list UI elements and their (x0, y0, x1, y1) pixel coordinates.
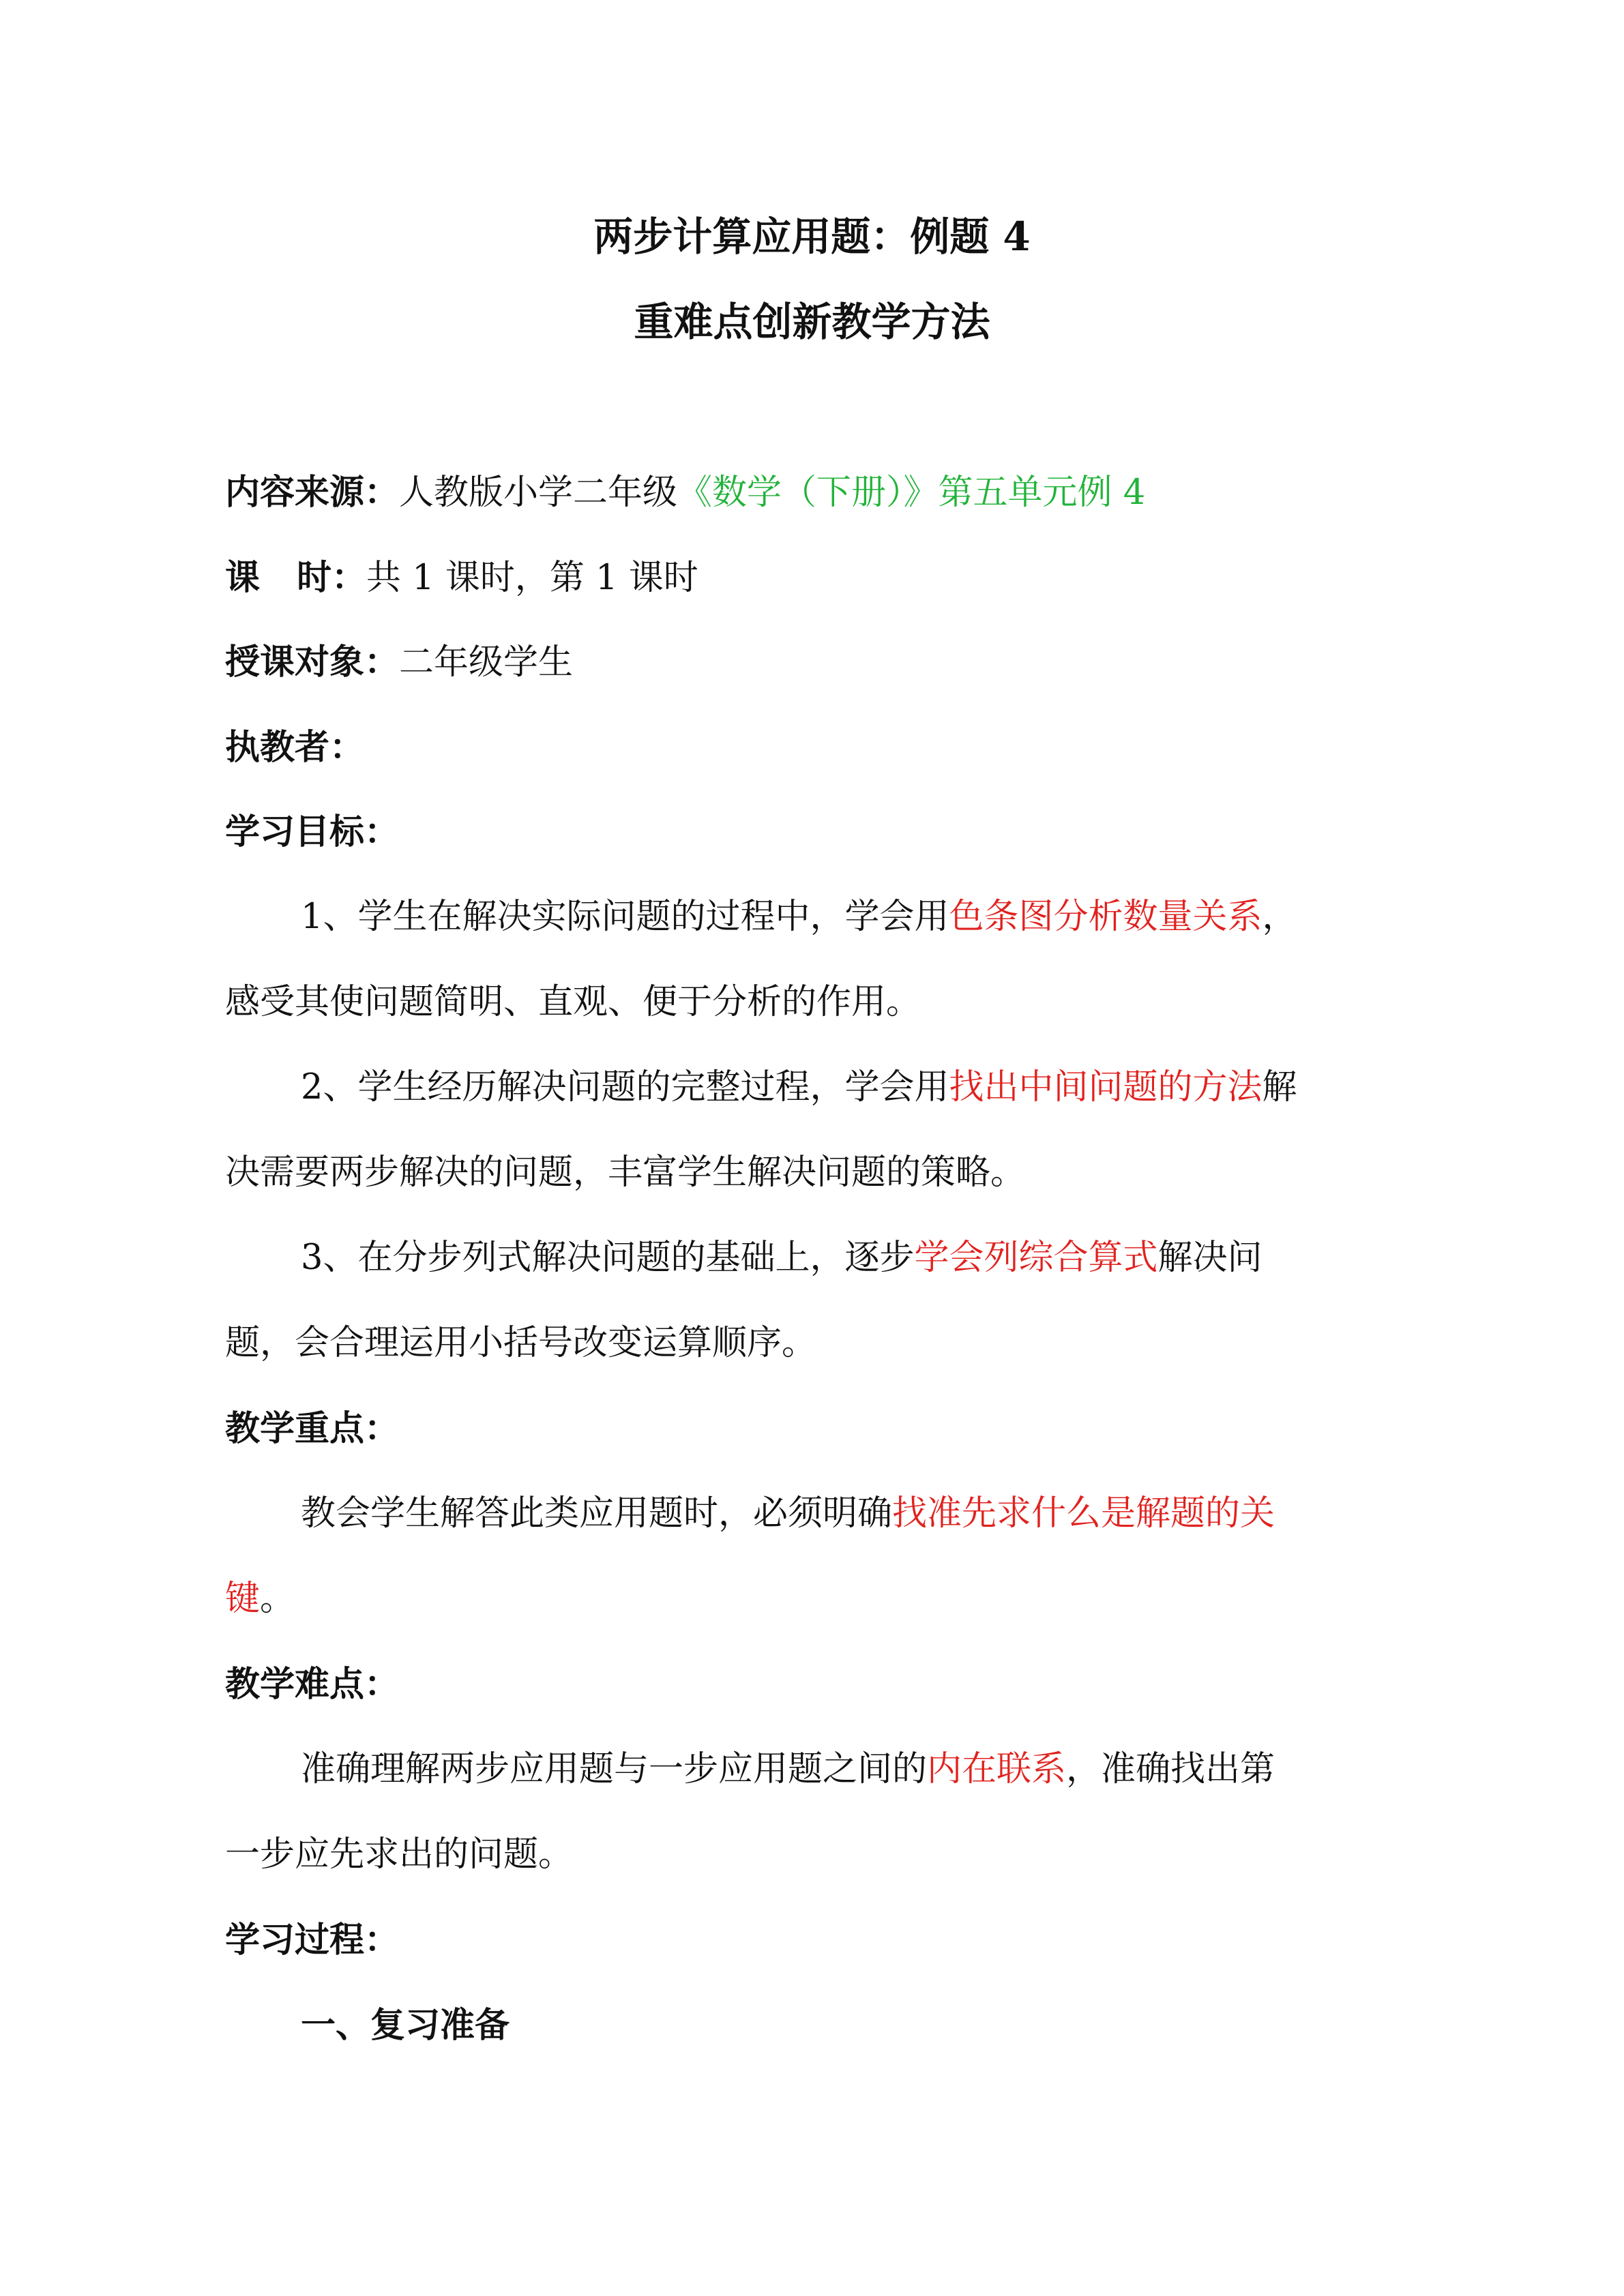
audience-text: 二年级学生 (399, 642, 574, 683)
key-point-period: 。 (260, 1579, 295, 1619)
hours-text: 共 1 课时，第 1 课时 (366, 558, 698, 598)
audience-label: 授课对象： (225, 642, 400, 683)
hours-row (225, 554, 1398, 602)
goal-3-line2: 题，会合理运用小括号改变运算顺序。 (225, 1323, 817, 1363)
goal-1-highlight: 色条图分析数量关系 (949, 897, 1263, 937)
goal-1-text-a: 1、学生在解决实际问题的过程中，学会用 (301, 897, 949, 937)
goal-2-text-b: 解 (1262, 1067, 1297, 1107)
hours-label-a: 课 (225, 557, 261, 598)
goal-1-line1 (301, 893, 1474, 941)
goal-1-line2: 感受其使问题简明、直观、便于分析的作用。 (225, 982, 921, 1022)
difficulty-highlight: 内在联系 (927, 1749, 1067, 1789)
key-point-highlight: 找准先求什么是解题的关 (892, 1493, 1275, 1534)
goal-3-text-b: 解决问 (1157, 1238, 1263, 1278)
teacher-label: 执教者： (225, 727, 365, 768)
doc-title-line2: 重难点创新教学方法 (634, 299, 990, 345)
difficulty-text-b: ，准确找出第 (1066, 1749, 1275, 1789)
hours-label-b: 时： (297, 557, 367, 598)
source-book: 《数学（下册）》第五单元例 4 (677, 473, 1146, 513)
key-point-line1 (301, 1490, 1474, 1538)
teacher-row (225, 724, 1398, 772)
source-label: 内容来源： (225, 472, 400, 513)
difficulty-line2: 一步应先求出的问题。 (225, 1834, 574, 1875)
goal-3-text-a: 3、在分步列式解决问题的基础上，逐步 (301, 1238, 915, 1278)
key-point-line2 (225, 1575, 1398, 1623)
key-point-text: 教会学生解答此类应用题时，必须明确 (301, 1493, 893, 1534)
key-point-heading: 教学重点： (225, 1408, 400, 1449)
source-row (225, 468, 1398, 517)
doc-title-line1: 两步计算应用题：例题 4 (593, 213, 1031, 260)
goal-3-line1 (301, 1234, 1474, 1282)
audience-row (225, 638, 1398, 687)
goal-1-text-b: ， (1262, 897, 1297, 937)
goal-2-line2: 决需要两步解决的问题，丰富学生解决问题的策略。 (225, 1152, 1026, 1193)
source-text: 人教版小学二年级 (399, 473, 678, 513)
difficulty-text-a: 准确理解两步应用题与一步应用题之间的 (301, 1749, 928, 1789)
goal-2-line1 (301, 1064, 1474, 1112)
process-heading: 学习过程： (225, 1920, 400, 1960)
goals-heading: 学习目标： (225, 811, 400, 852)
key-point-highlight-end: 键 (225, 1579, 261, 1619)
difficulty-line1 (301, 1746, 1474, 1793)
goal-2-text-a: 2、学生经历解决问题的完整过程，学会用 (301, 1067, 949, 1107)
goal-3-highlight: 学会列综合算式 (914, 1238, 1158, 1278)
goal-2-highlight: 找出中间问题的方法 (949, 1067, 1263, 1107)
difficulty-heading: 教学难点： (225, 1664, 400, 1705)
process-section-1: 一、复习准备 (301, 2005, 510, 2046)
